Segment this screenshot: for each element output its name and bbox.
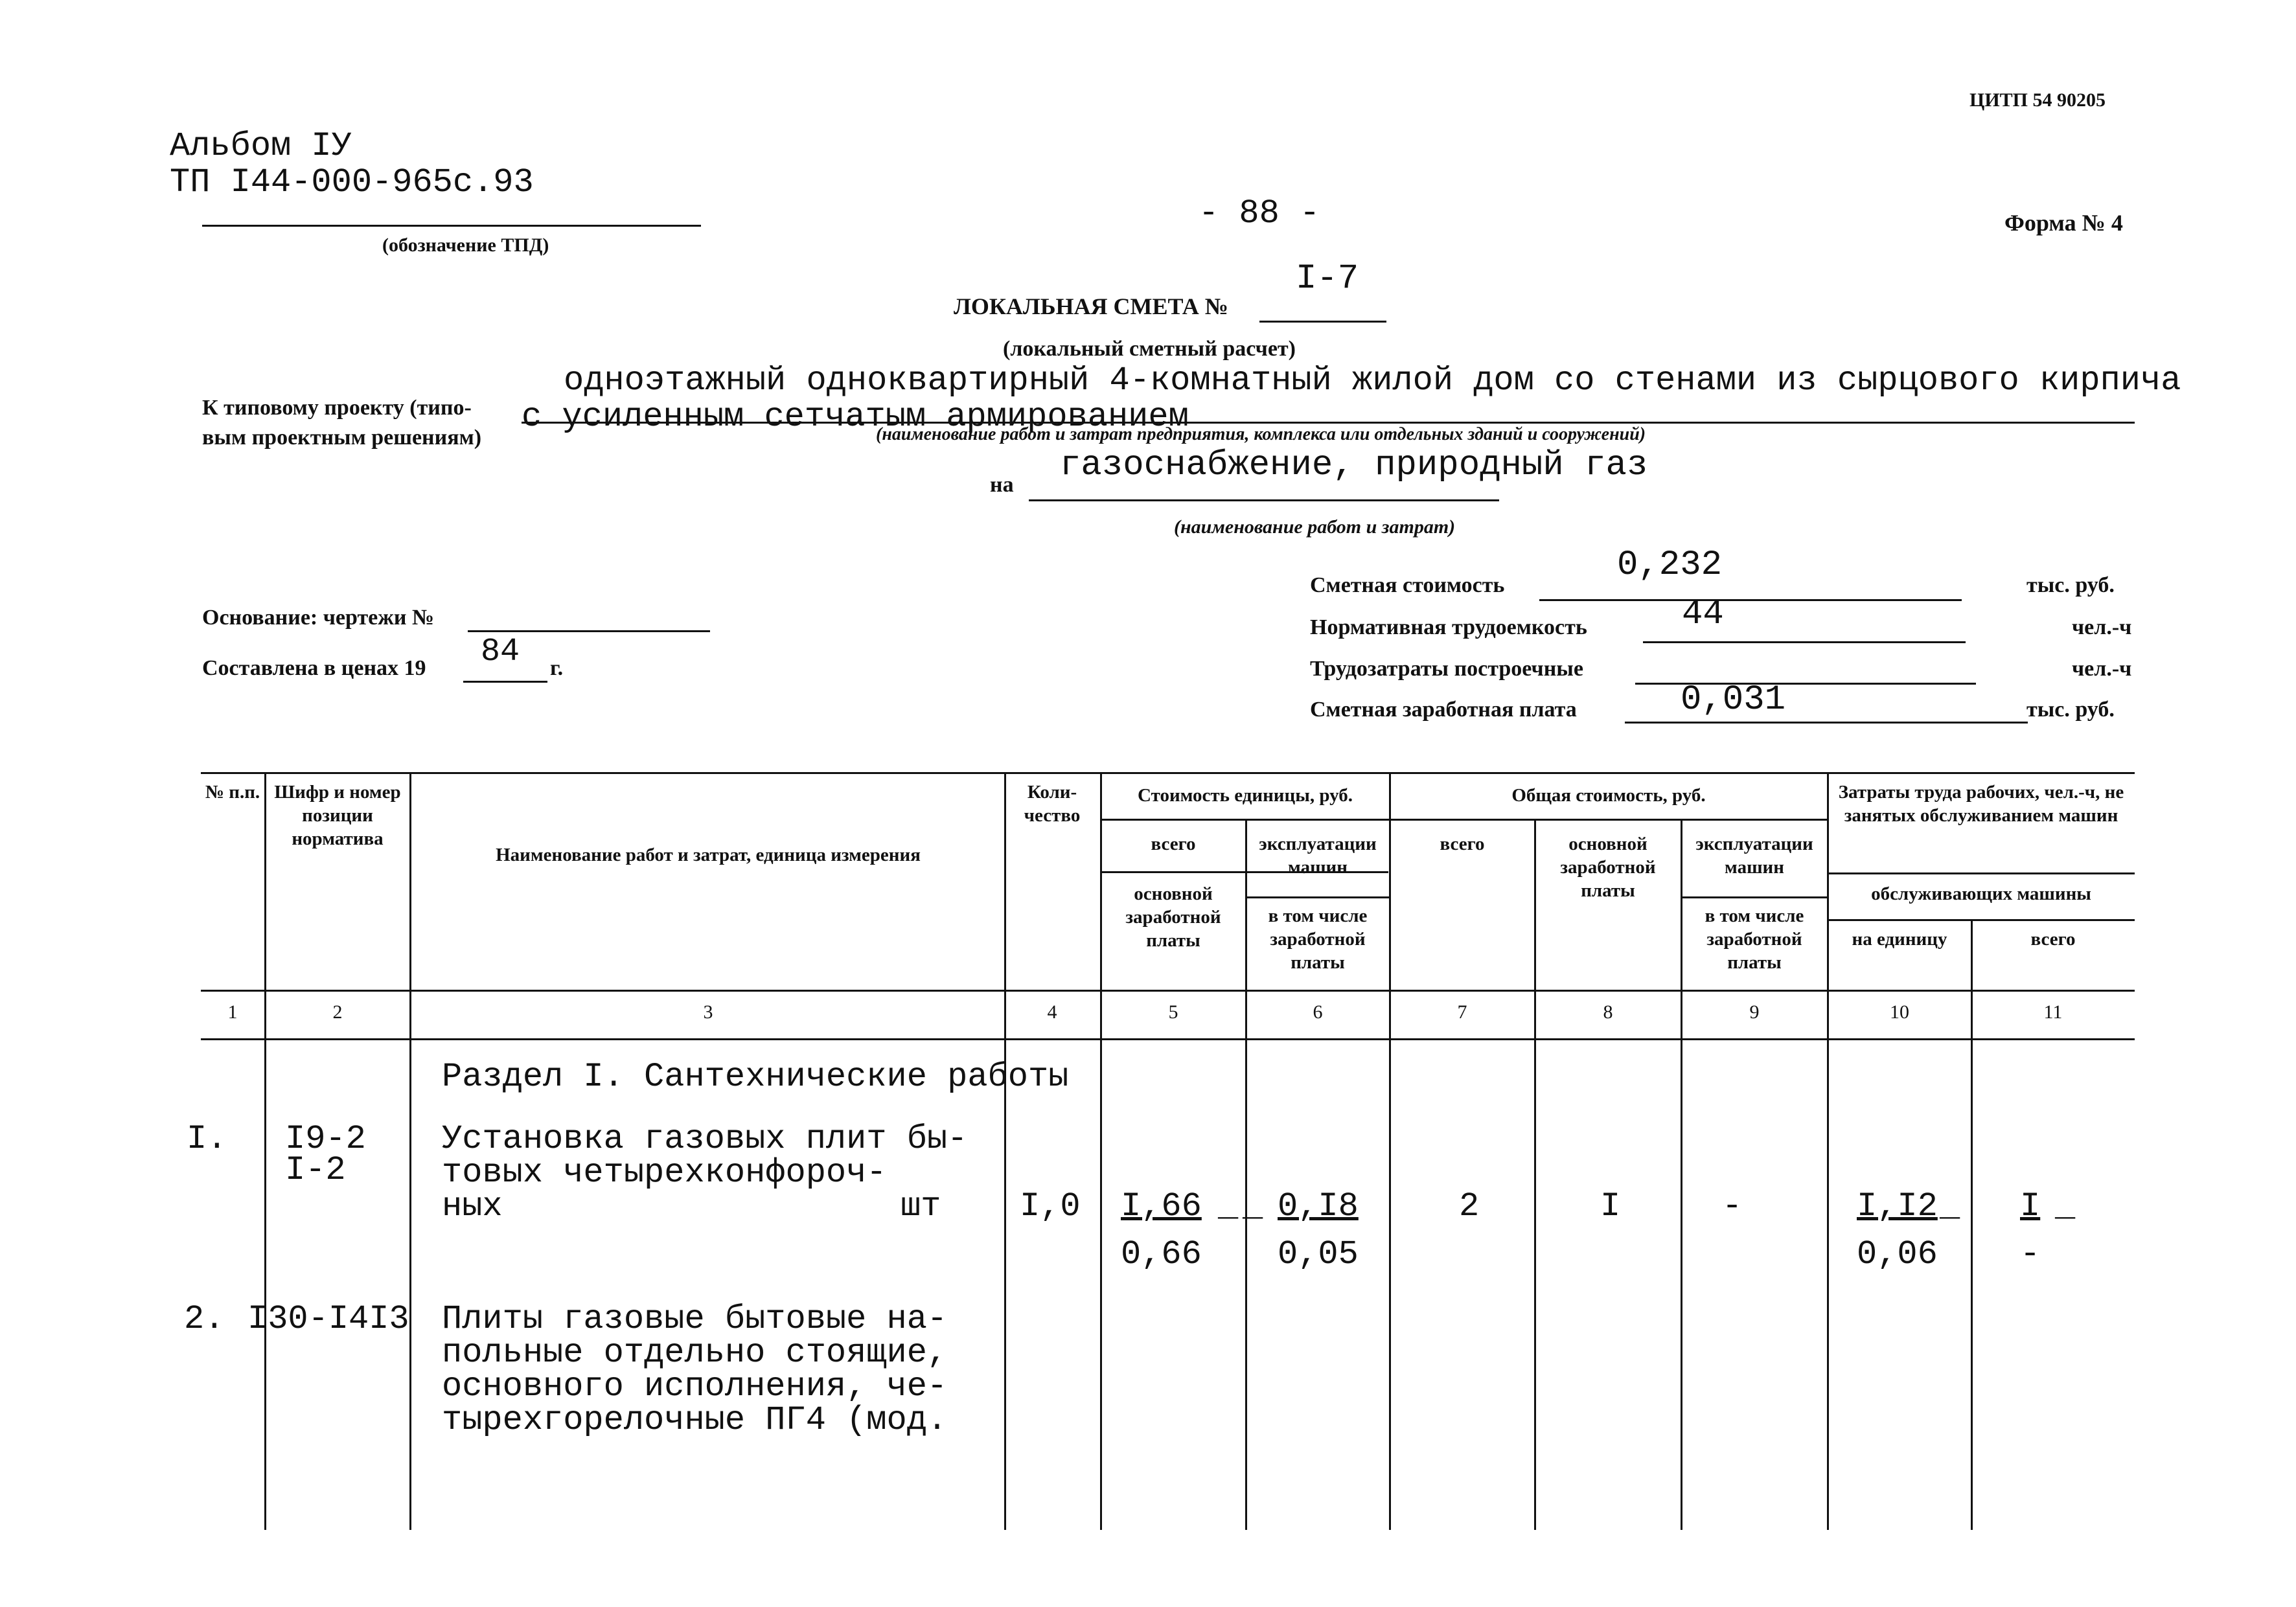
column-number: 4: [1047, 1001, 1057, 1023]
column-divider: [1681, 820, 1682, 1530]
wage-label: Сметная заработная плата: [1310, 698, 1577, 722]
row-unit: шт: [901, 1187, 941, 1225]
column-divider: [1971, 920, 1973, 1530]
labor-norm-underline: [1643, 641, 1966, 643]
row-code: I30-I4I3: [247, 1300, 409, 1338]
labor-site-label: Трудозатраты построечные: [1310, 657, 1583, 681]
column-divider: [1827, 772, 1829, 1530]
header-unit-cost: Стоимость единицы, руб.: [1138, 785, 1353, 806]
row-name-line: польные отдельно стоящие,: [442, 1334, 948, 1372]
header-labor-sub: обслуживающих машины: [1871, 883, 2091, 904]
header-unit-base-wage: основной заработной платы: [1125, 883, 1221, 951]
header-line: [1100, 819, 1827, 821]
section-heading: Раздел I. Сантехнические работы: [442, 1058, 1069, 1096]
header-total-incl-wage: в том числе заработной платы: [1705, 906, 1804, 973]
row-total-all: 2: [1459, 1187, 1480, 1225]
header-total-cost: Общая стоимость, руб.: [1511, 785, 1706, 806]
prices-underline: [463, 681, 547, 683]
wage-value: 0,031: [1681, 680, 1786, 720]
estimate-number-underline: [1259, 321, 1386, 323]
row-number: I.: [187, 1120, 227, 1158]
works-underline: [1029, 499, 1499, 501]
album-label: Альбом IУ: [170, 127, 352, 165]
designation-caption: (обозначение ТПД): [382, 234, 549, 256]
column-divider: [1245, 820, 1247, 1530]
dash-mark: _: [2055, 1187, 2076, 1225]
document-code: ЦИТП 54 90205: [1969, 89, 2106, 111]
header-line: [1827, 919, 2135, 921]
header-labor-total: всего: [2030, 929, 2076, 950]
works-name: газоснабжение, природный газ: [1060, 446, 1648, 485]
project-label-line1: К типовому проекту (типо-: [202, 396, 472, 420]
column-divider: [264, 772, 266, 1530]
column-number: 2: [332, 1001, 343, 1023]
header-line: [1827, 872, 2135, 874]
header-total-machines: эксплуатации машин: [1695, 834, 1813, 878]
labor-norm-value: 44: [1682, 595, 1724, 634]
labor-site-unit: чел.-ч: [2072, 657, 2132, 681]
labor-norm-unit: чел.-ч: [2072, 615, 2132, 639]
row-unit-machines: 0,I8: [1278, 1187, 1359, 1225]
row-code-line2: I-2: [285, 1151, 346, 1189]
row-labor-per-unit: I,I2: [1857, 1187, 1938, 1225]
row-quantity: I,0: [1020, 1187, 1081, 1225]
column-divider: [1389, 772, 1391, 1530]
row-labor-per-unit-machines: 0,06: [1857, 1235, 1938, 1273]
header-qty: Коли- чество: [1024, 782, 1081, 826]
header-line: [1246, 896, 1390, 898]
column-number: 8: [1603, 1001, 1613, 1023]
row-name-line: тырехгорелочные ПГ4 (мод.: [442, 1401, 948, 1439]
row-name-line: Установка газовых плит бы-: [442, 1120, 968, 1158]
header-unit-all: всего: [1151, 834, 1196, 854]
prices-suffix: г.: [550, 656, 564, 680]
header-total-base-wage: основной заработной платы: [1560, 834, 1656, 901]
dash-mark: _: [1218, 1187, 1239, 1225]
project-name-caption: (наименование работ и затрат предприятия, комплекса или отдельных зданий и сооружений): [876, 424, 1646, 444]
project-name-line1: одноэтажный одноквартирный 4-комнатный жилой дом со стенами из сырцового кирпича: [564, 361, 2181, 400]
cost-estimate-label: Сметная стоимость: [1310, 573, 1505, 597]
row-total-machines: -: [1722, 1187, 1743, 1225]
cost-estimate-value: 0,232: [1617, 545, 1723, 585]
row-unit-machines-wage: 0,05: [1278, 1235, 1359, 1273]
page-number: - 88 -: [1199, 194, 1320, 233]
dash-mark: _: [1243, 1187, 1263, 1225]
header-bottom-border: [201, 990, 2135, 992]
column-divider: [409, 772, 411, 1530]
header-unit-machines: эксплуатации машин: [1259, 834, 1377, 878]
column-number: 5: [1168, 1001, 1178, 1023]
colnum-bottom-border: [201, 1038, 2135, 1040]
dash-mark: _: [1940, 1187, 1960, 1225]
column-number: 6: [1313, 1001, 1323, 1023]
column-number: 7: [1457, 1001, 1467, 1023]
row-name-line: основного исполнения, че-: [442, 1367, 948, 1406]
labor-norm-label: Нормативная трудоемкость: [1310, 615, 1587, 639]
project-name-line2: с усиленным сетчатым армированием: [522, 398, 1189, 436]
row-name-line: Плиты газовые бытовые на-: [442, 1300, 948, 1338]
estimate-number: I-7: [1296, 259, 1359, 299]
row-number: 2.: [184, 1300, 225, 1338]
wage-underline: [1625, 722, 2028, 724]
cost-estimate-unit: тыс. руб.: [2026, 573, 2115, 597]
estimate-subtitle: (локальный сметный расчет): [1003, 337, 1296, 361]
header-no: № п.п.: [205, 782, 260, 803]
row-name-line: товых четырехконфороч-: [442, 1154, 887, 1192]
estimate-title: ЛОКАЛЬНАЯ СМЕТА №: [954, 293, 1228, 319]
row-code: I9-2: [285, 1120, 366, 1158]
header-unit-incl-wage: в том числе заработной платы: [1268, 906, 1368, 973]
column-divider: [1100, 772, 1102, 1530]
column-number: 1: [227, 1001, 238, 1023]
column-number: 10: [1890, 1001, 1909, 1023]
header-name: Наименование работ и затрат, единица измерения: [496, 845, 921, 865]
prices-year: 84: [481, 633, 520, 670]
column-number: 3: [703, 1001, 713, 1023]
row-labor-total: I: [2020, 1187, 2041, 1225]
column-number: 11: [2043, 1001, 2063, 1023]
drawings-underline: [468, 630, 710, 632]
header-line: [1681, 896, 1827, 898]
header-labor-per-unit: на единицу: [1852, 929, 1947, 950]
designation-underline: [202, 225, 701, 227]
table-top-border: [201, 772, 2135, 774]
column-number: 9: [1749, 1001, 1760, 1023]
header-total-all: всего: [1440, 834, 1485, 854]
row-unit-total: I,66: [1121, 1187, 1202, 1225]
project-code: ТП I44-000-965с.93: [170, 163, 534, 201]
column-divider: [1004, 772, 1006, 1530]
header-code: Шифр и номер позиции норматива: [274, 782, 401, 849]
prices-label: Составлена в ценах 19: [202, 656, 426, 680]
row-labor-total-machines: -: [2020, 1235, 2041, 1273]
form-number: Форма № 4: [2004, 210, 2123, 236]
column-divider: [1534, 820, 1536, 1530]
row-total-base-wage: I: [1600, 1187, 1621, 1225]
project-label-line2: вым проектным решениям): [202, 426, 482, 450]
row-name-line: ных: [442, 1187, 503, 1225]
header-labor: Затраты труда рабочих, чел.-ч, не занятых обслуживанием машин: [1838, 782, 2124, 826]
wage-unit: тыс. руб.: [2026, 698, 2115, 722]
works-caption: (наименование работ и затрат): [1174, 516, 1456, 538]
cost-estimate-underline: [1539, 599, 1962, 601]
works-on-label: на: [990, 473, 1014, 497]
project-name-underline: [522, 422, 2135, 424]
row-unit-base-wage: 0,66: [1121, 1235, 1202, 1273]
drawings-label: Основание: чертежи №: [202, 606, 435, 630]
